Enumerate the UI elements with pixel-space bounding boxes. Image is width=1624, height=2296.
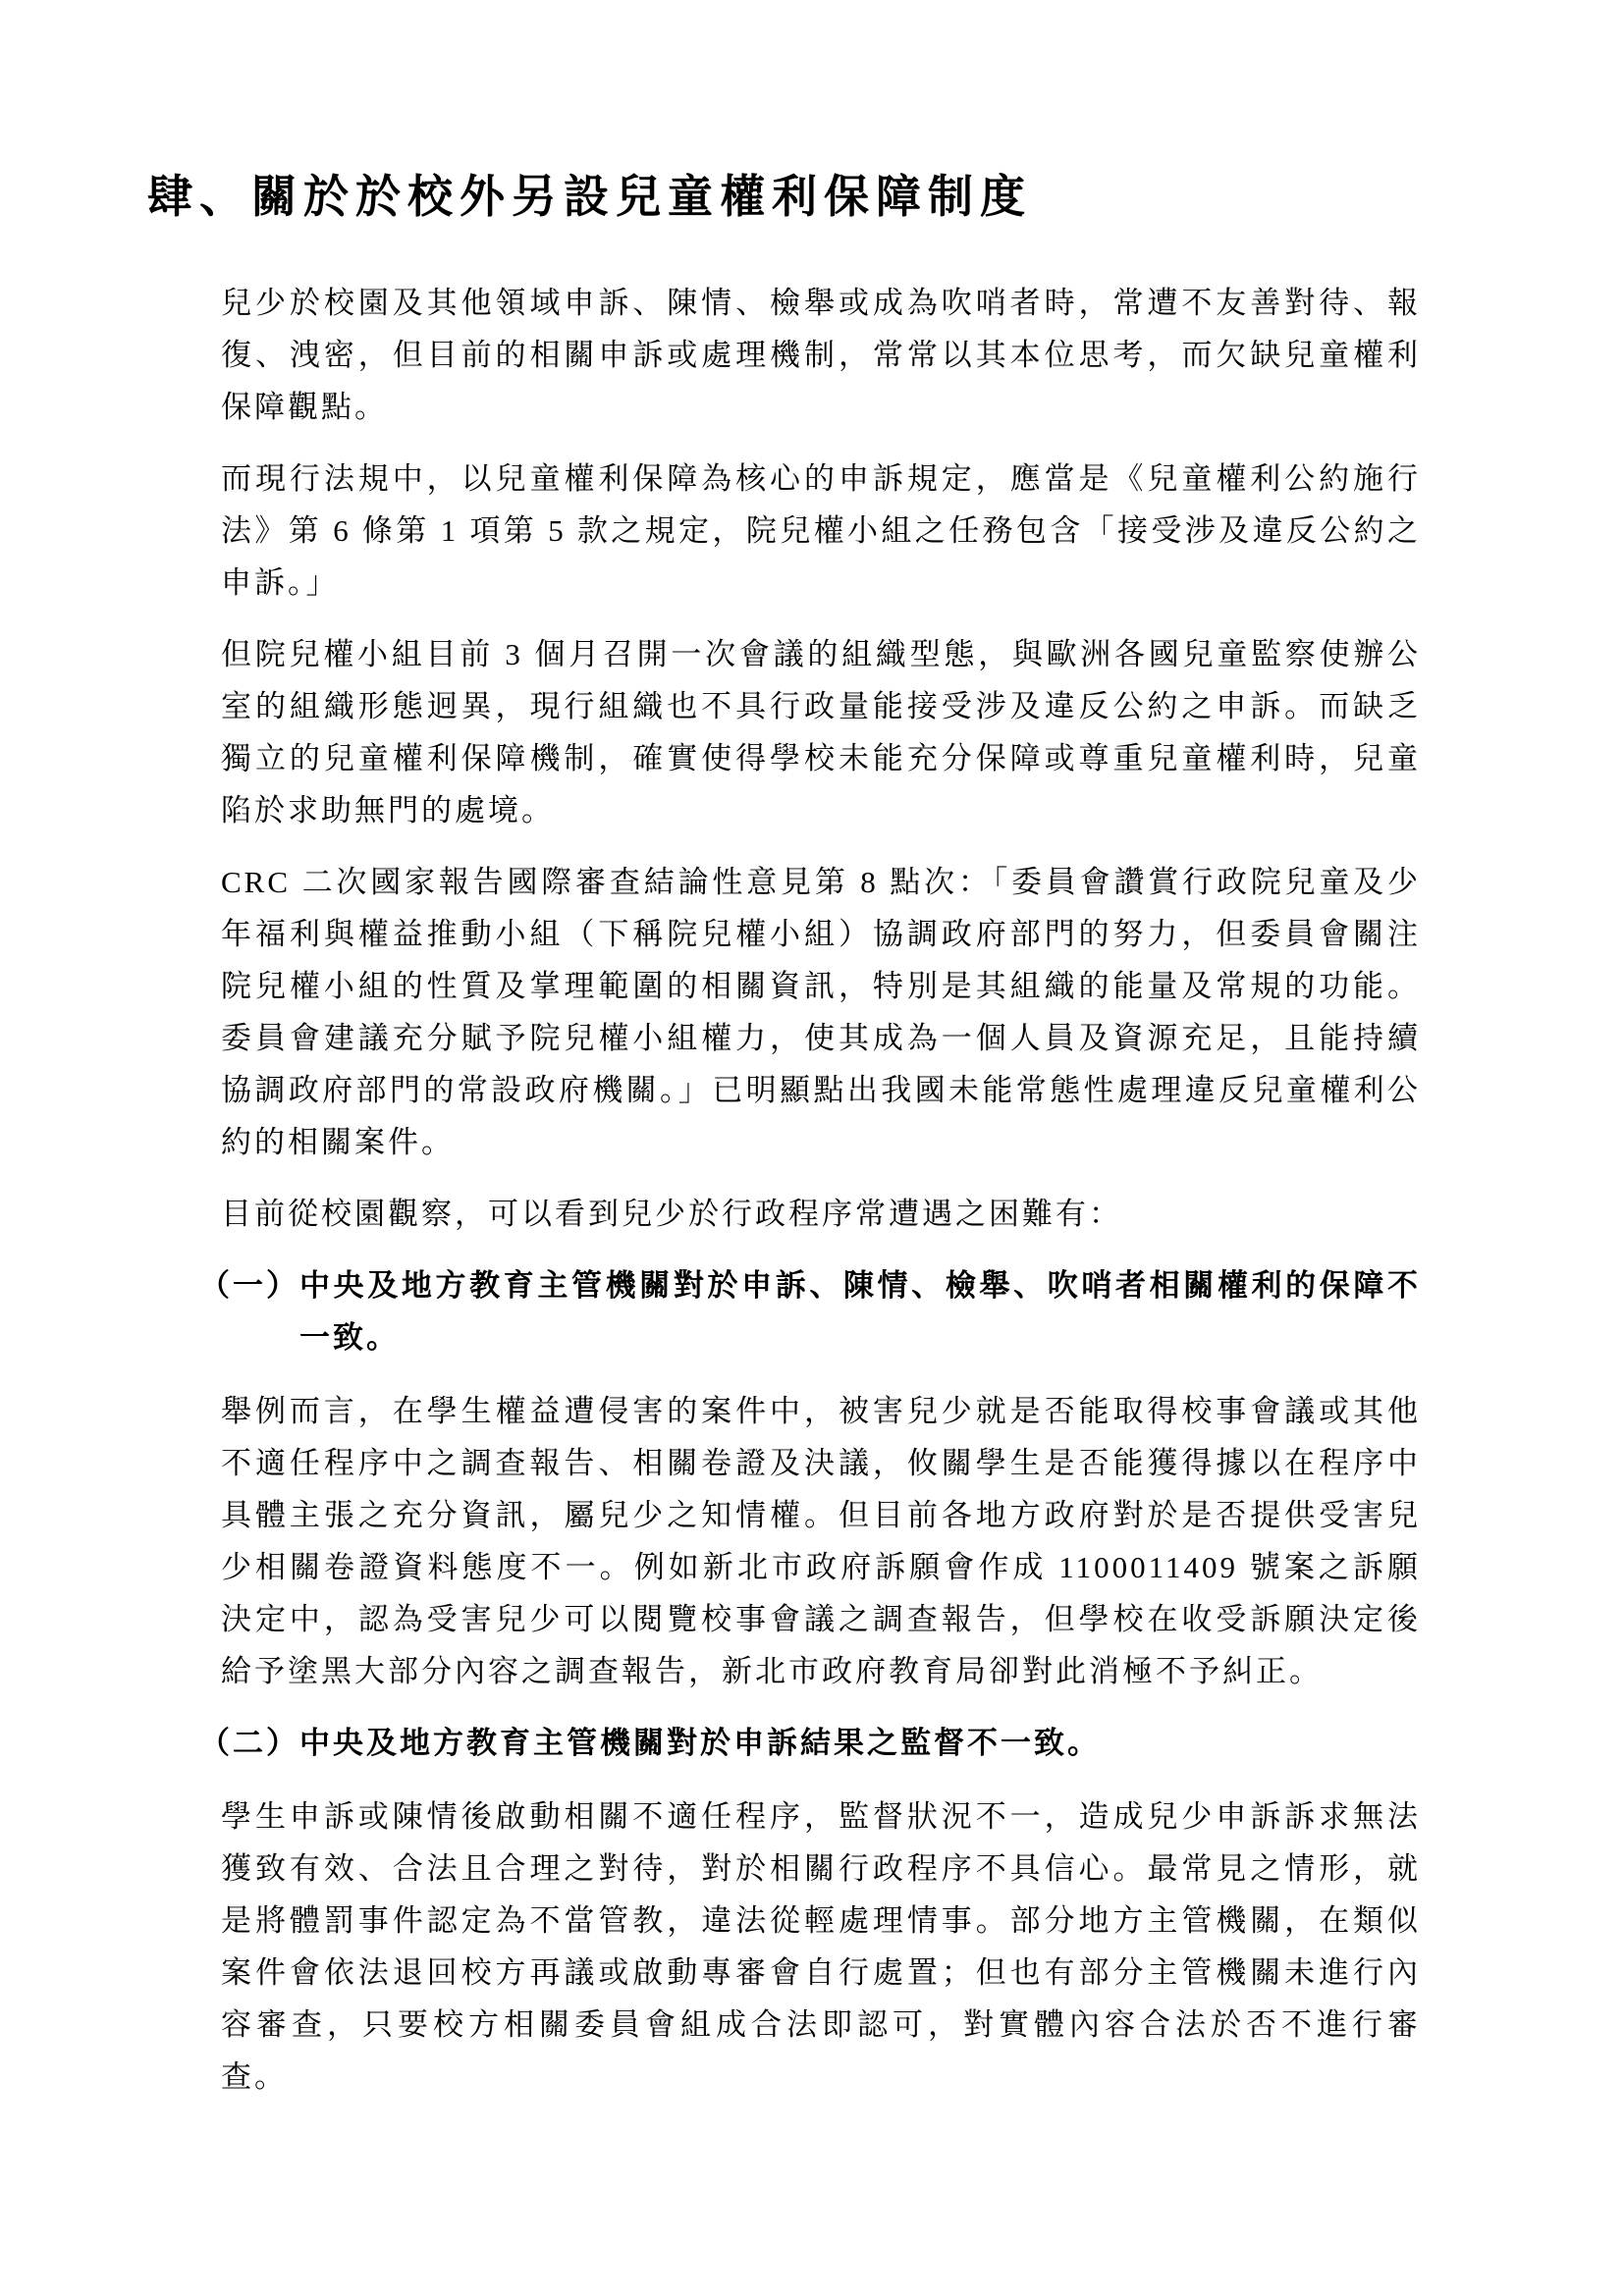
section-1-number: （一）: [199, 1268, 299, 1303]
intro-paragraph-5: 目前從校園觀察，可以看到兒少於行政程序常遭遇之困難有：: [221, 1197, 1122, 1231]
intro-paragraph-3: 但院兒權小組目前 3 個月召開一次會議的組織型態，與歐洲各國兒童監察使辦公室的組織形態迥異，現行組織也不具行政量能接受涉及違反公約之申訴。而缺乏獨立的兒童權利保障機制，確實使得學校未能充分保障或尊重兒童權利時，兒童陷於求助無門的處境。: [221, 637, 1421, 828]
section-1-heading-text: 中央及地方教育主管機關對於申訴、陳情、檢舉、吹哨者相關權利的保障不一致。: [299, 1268, 1421, 1355]
section-1-heading: [199, 1259, 1421, 1363]
section-2-heading-text: 中央及地方教育主管機關對於申訴結果之監督不一致。: [299, 1726, 1101, 1760]
section-2-body: 學生申訴或陳情後啟動相關不適任程序，監督狀況不一，造成兒少申訴訴求無法獲致有效、合法且合理之對待，對於相關行政程序不具信心。最常見之情形，就是將體罰事件認定為不當管教，違法從輕處理情事。部分地方主管機關，在類似案件會依法退回校方再議或啟動專審會自行處置；但也有部分主管機關未進行內容審查，只要校方相關委員會組成合法即認可，對實體內容合法於否不進行審查。: [221, 1799, 1421, 2094]
intro-paragraph-4: CRC 二次國家報告國際審查結論性意見第 8 點次：「委員會讚賞行政院兒童及少年福利與權益推動小組（下稱院兒權小組）協調政府部門的努力，但委員會關注院兒權小組的性質及掌理範圍的相關資訊，特別是其組織的能量及常規的功能。委員會建議充分賦予院兒權小組權力，使其成為一個人員及資源充足，且能持續協調政府部門的常設政府機關。」已明顯點出我國未能常態性處理違反兒童權利公約的相關案件。: [221, 865, 1421, 1159]
intro-paragraph-2: 而現行法規中，以兒童權利保障為核心的申訴規定，應當是《兒童權利公約施行法》第 6 條第 1 項第 5 款之規定，院兒權小組之任務包含「接受涉及違反公約之申訴。」: [221, 461, 1421, 600]
section-2-number: （二）: [199, 1726, 299, 1760]
section-1-body: 舉例而言，在學生權益遭侵害的案件中，被害兒少就是否能取得校事會議或其他不適任程序中之調查報告、相關卷證及決議，攸關學生是否能獲得據以在程序中具體主張之充分資訊，屬兒少之知情權。但目前各地方政府對於是否提供受害兒少相關卷證資料態度不一。例如新北市政府訴願會作成 1100011409 號案之訴願決定中，認為受害兒少可以閱覽校事會議之調查報告，但學校在收受訴願決定後給予塗黑大部分內容之調查報告，新北市政府教育局卻對此消極不予糾正。: [221, 1394, 1421, 1688]
page-title: 肆、關於於校外另設兒童權利保障制度: [147, 172, 1032, 222]
section-2-heading: [199, 1717, 1421, 1769]
intro-paragraph-1: 兒少於校園及其他領域申訴、陳情、檢舉或成為吹哨者時，常遭不友善對待、報復、洩密，但目前的相關申訴或處理機制，常常以其本位思考，而欠缺兒童權利保障觀點。: [221, 286, 1421, 424]
